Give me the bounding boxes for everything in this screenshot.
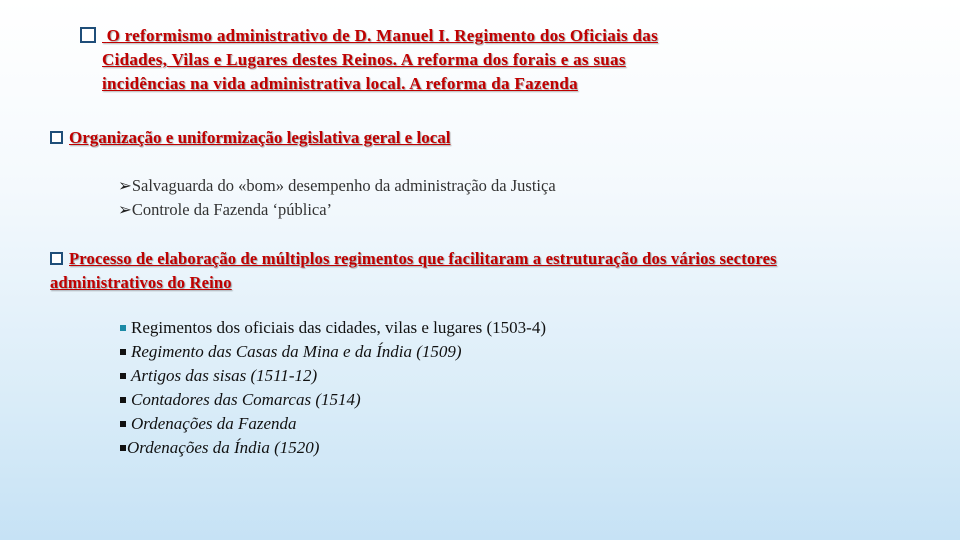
list-item xyxy=(120,412,546,436)
hollow-square-icon xyxy=(80,27,96,43)
small-square-icon xyxy=(120,325,126,331)
small-square-icon xyxy=(120,349,126,355)
hollow-square-icon xyxy=(50,252,63,265)
small-square-icon xyxy=(120,373,126,379)
arrowhead-icon: ➢ xyxy=(118,200,132,219)
paragraph-line-1: Processo de elaboração de múltiplos regimentos que facilitaram a estruturação dos vários sectores xyxy=(69,249,777,268)
hollow-square-icon xyxy=(50,131,63,144)
sub-item-justica xyxy=(118,174,556,198)
paragraph-line-2: Cidades, Vilas e Lugares destes Reinos. A reforma dos forais e as suas xyxy=(102,50,626,69)
regimentos-list xyxy=(120,316,546,460)
sub-item-fazenda xyxy=(118,198,332,222)
list-item xyxy=(120,316,546,340)
arrowhead-icon: ➢ xyxy=(118,176,132,195)
heading-text: Organização e uniformização legislativa geral e local xyxy=(69,128,451,147)
list-item-label: Regimentos dos oficiais das cidades, vilas e lugares (1503-4) xyxy=(131,318,546,337)
list-item xyxy=(120,436,546,460)
paragraph-line-3: incidências na vida administrativa local. A reforma da Fazenda xyxy=(102,74,578,93)
list-item-label: Contadores das Comarcas (1514) xyxy=(131,390,361,409)
paragraph-line-2: administrativos do Reino xyxy=(50,273,232,292)
list-item-label: Regimento das Casas da Mina e da Índia (1509) xyxy=(131,342,462,361)
list-item xyxy=(120,388,546,412)
paragraph-regimentos xyxy=(50,247,908,295)
small-square-icon xyxy=(120,397,126,403)
list-item-label: Artigos das sisas (1511-12) xyxy=(131,366,318,385)
sub-item-label: Salvaguarda do «bom» desempenho da administração da Justiça xyxy=(131,176,556,195)
small-square-icon xyxy=(120,421,126,427)
list-item-label: Ordenações da Fazenda xyxy=(131,414,297,433)
paragraph-reformismo xyxy=(80,24,780,96)
heading-organizacao xyxy=(50,126,450,150)
sub-item-label: Controle da Fazenda ‘pública’ xyxy=(131,200,333,219)
list-item xyxy=(120,340,546,364)
paragraph-line-1: O reformismo administrativo de D. Manuel I. Regimento dos Oficiais das xyxy=(106,26,658,45)
list-item-label: Ordenações da Índia (1520) xyxy=(127,438,320,457)
small-square-icon xyxy=(120,445,126,451)
list-item xyxy=(120,364,546,388)
